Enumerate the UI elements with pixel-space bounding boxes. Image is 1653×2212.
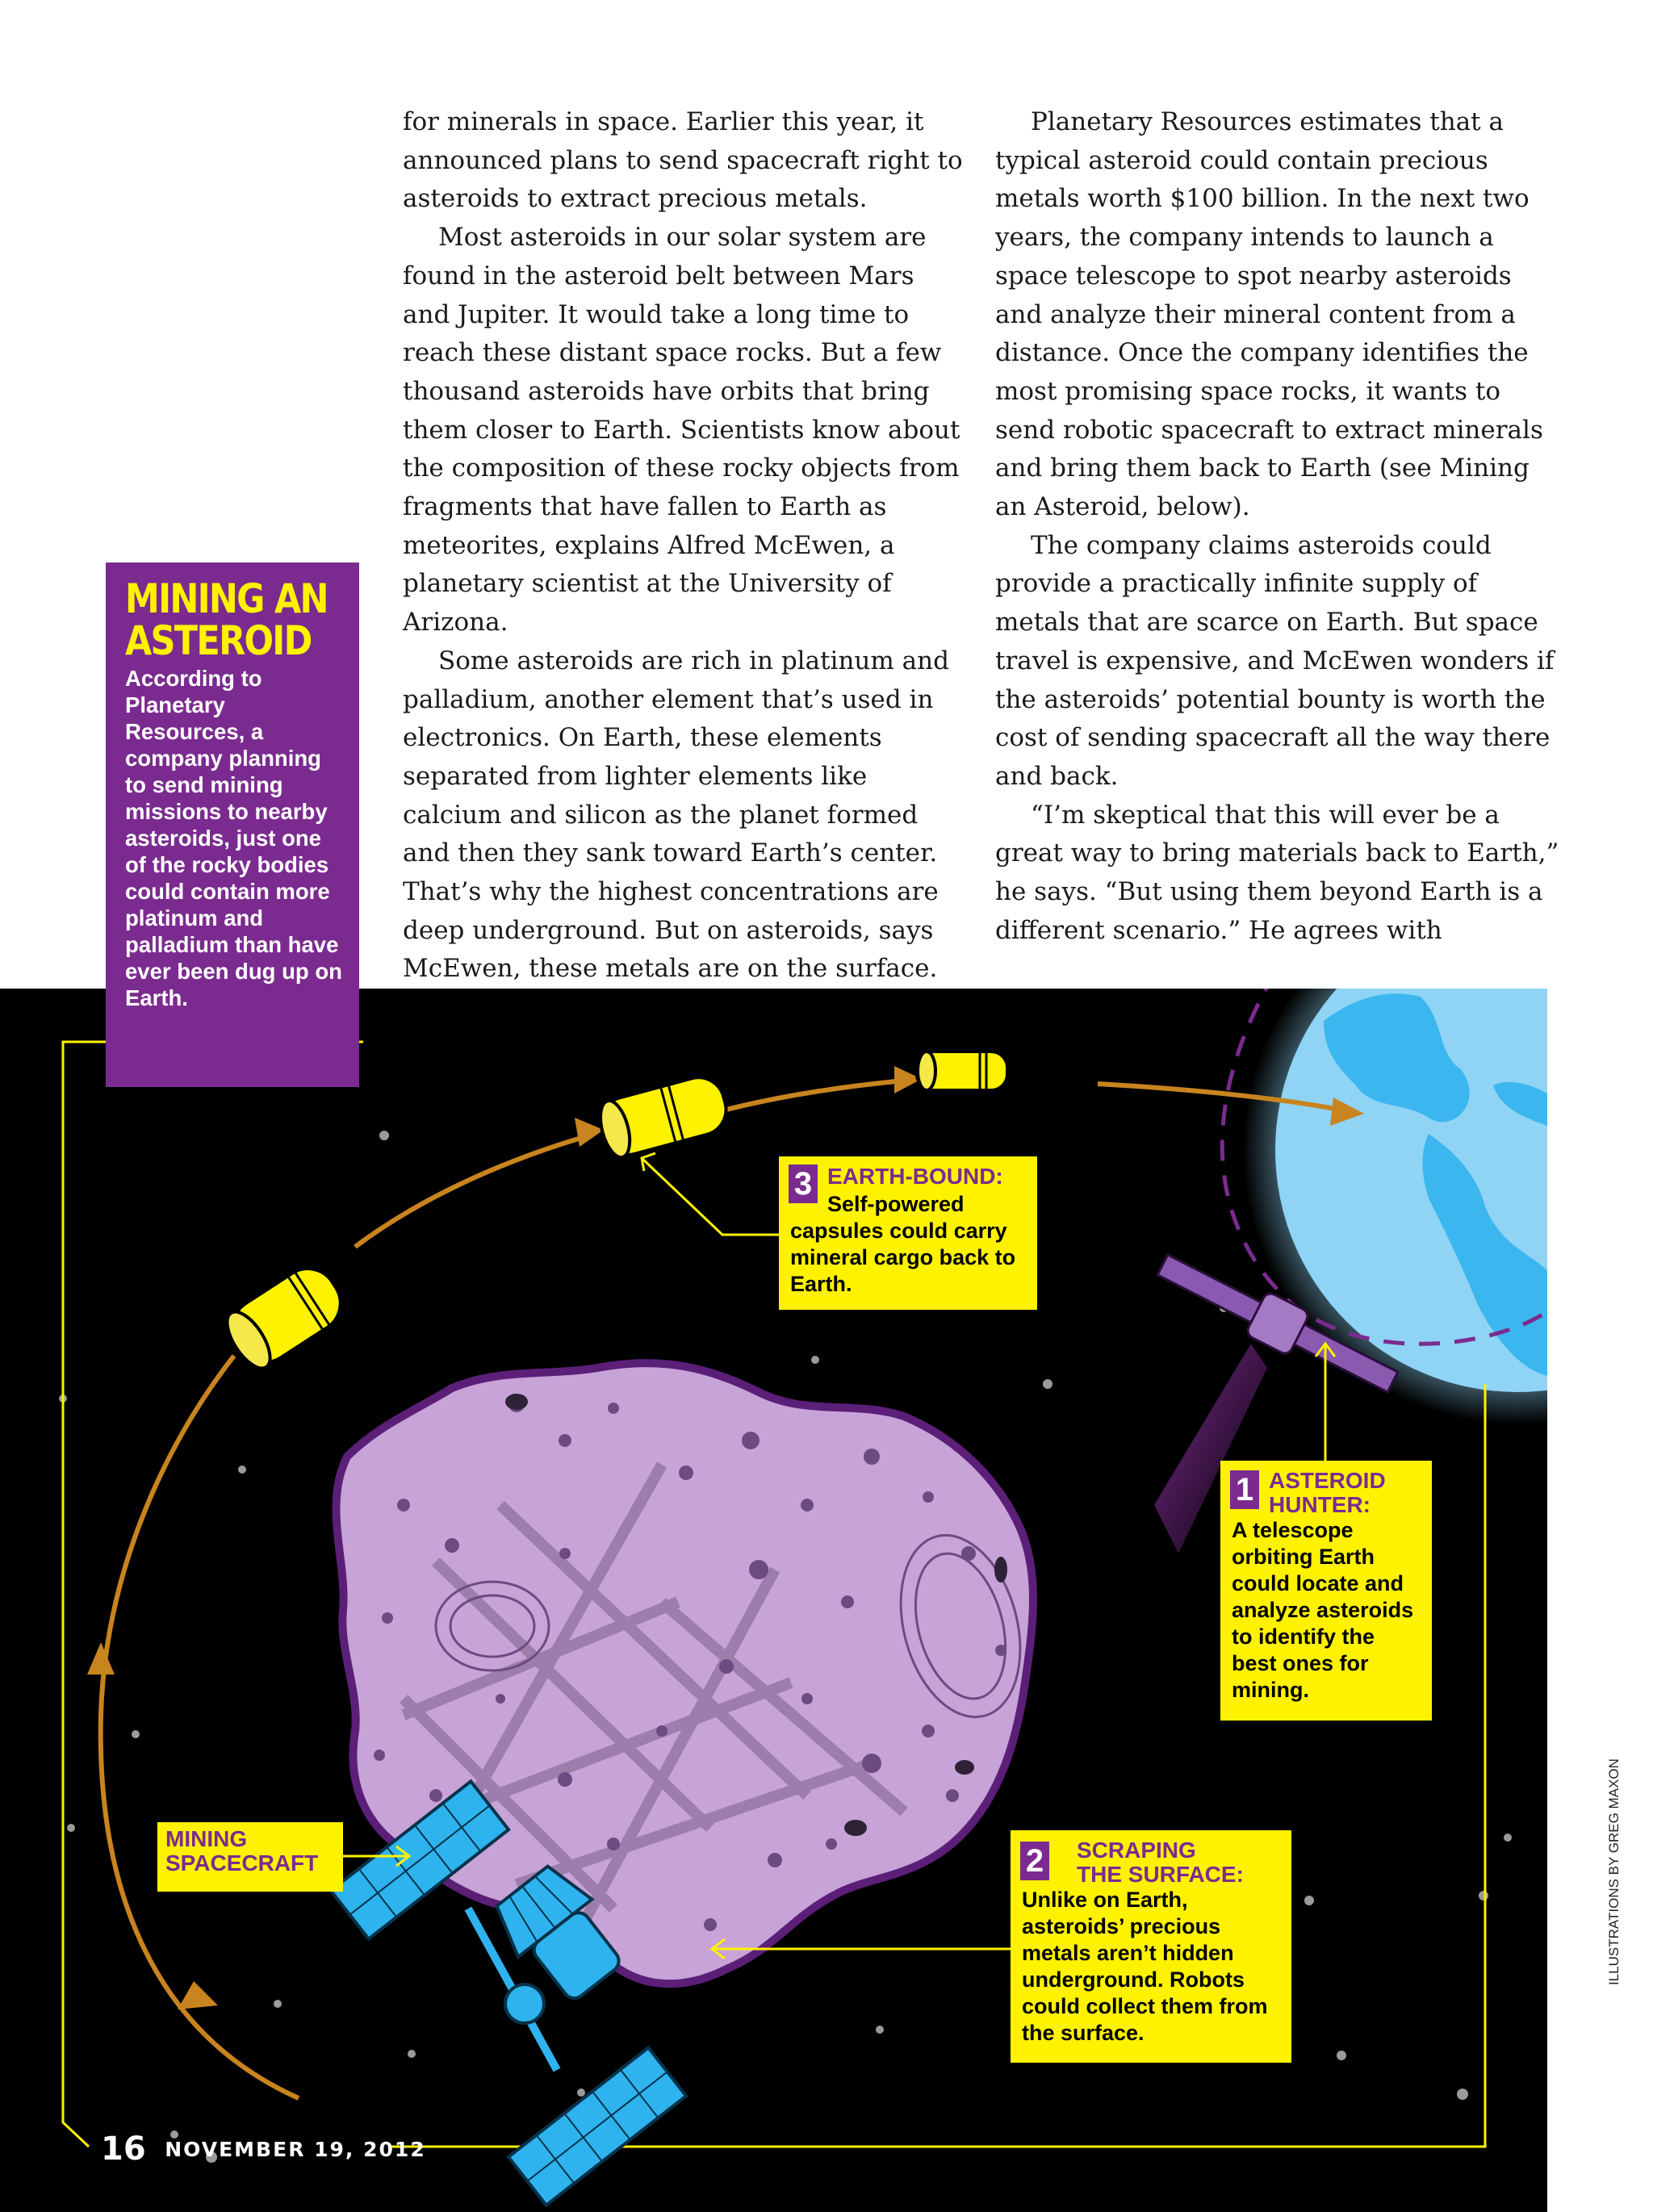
callout-text: Self-powered capsules could carry mineral cargo back to Earth. [790, 1192, 1016, 1296]
callout-scraping-surface [1011, 1830, 1291, 2063]
callout-heading-line2: HUNTER: [1269, 1492, 1371, 1517]
earth-illustration [1222, 989, 1547, 1424]
callout-earth-bound [779, 1156, 1037, 1310]
callout-text: A telescope orbiting Earth could locate and analyze asteroids to identify the best ones for mining. [1232, 1518, 1414, 1702]
callout-heading: EARTH-BOUND: [827, 1164, 1003, 1189]
asteroid-illustration [336, 1363, 1039, 1984]
issue-date: NOVEMBER 19, 2012 [165, 2137, 426, 2161]
paragraph: The company claims asteroids could provide a practically infinite supply of metals that are scarce on Earth. But space travel is expensive, and McEwen wonders if the asteroids’ potential bounty is worth the cost of sending spacecraft all the way there and back. [995, 530, 1555, 791]
callout-number: 2 [1020, 1842, 1049, 1880]
illustration-credit: ILLUSTRATIONS BY GREG MAXON [1606, 1758, 1622, 1985]
callout-heading-line1: ASTEROID [1269, 1468, 1386, 1493]
callout-asteroid-hunter [1220, 1461, 1432, 1721]
paragraph: Most asteroids in our solar system are found in the asteroid belt between Mars and Jupiter. It would take a long time to reach these distant space rocks. But a few thousand asteroids have orbits that bring them closer to Earth. Scientists know about the composition of these rocky objects from fragments that have fallen to Earth as meteorites, explains Alfred McEwen, a planetary scientist at the University of Arizona. [403, 223, 960, 638]
callout-number: 3 [789, 1165, 818, 1203]
capsule-icon [595, 1072, 731, 1160]
paragraph: Planetary Resources estimates that a typical asteroid could contain precious metals worth $100 billion. In the next two years, the company intends to launch a space telescope to spot nearby asteroids and analyze their mineral content from a distance. Once the company identifies the most promising space rocks, it wants to send robotic spacecraft to extract minerals and bring them back to Earth (see Mining an Asteroid, below). [995, 107, 1543, 522]
article-right-column [995, 103, 1560, 950]
page-footer [101, 2130, 426, 2168]
page-number: 16 [101, 2130, 146, 2168]
capsule-icon [219, 1257, 351, 1375]
paragraph: “I’m skeptical that this will ever be a great way to bring materials back to Earth,” he says. “But using them beyond Earth is a different scenario.” He agrees with [995, 800, 1559, 945]
sidebar-title-line2: ASTEROID [125, 617, 312, 664]
label-line1: MINING [165, 1826, 248, 1851]
article-left-column [403, 103, 968, 989]
callout-heading-line1: SCRAPING [1077, 1838, 1196, 1863]
sidebar-body: According to Planetary Resources, a company planning to send mining missions to nearby asteroids, just one of the rocky bodies could contain more platinum and palladium than have ever been dug up on Earth. [125, 666, 342, 1010]
callout-heading-line2: THE SURFACE: [1077, 1862, 1244, 1887]
label-line2: SPACECRAFT [165, 1850, 319, 1875]
label-mining-spacecraft [157, 1822, 343, 1892]
sidebar-title-line1: MINING AN [125, 575, 328, 622]
paragraph: Some asteroids are rich in platinum and palladium, another element that’s used in electronics. On Earth, these elements separated from lighter elements like calcium and silicon as the planet formed and then they sank toward Earth’s center. That’s why the highest concentrations are deep underground. But on asteroids, says McEwen, these metals are on the surface. [403, 646, 949, 984]
callout-text: Unlike on Earth, asteroids’ precious metals aren’t hidden underground. Robots could collect them from the surface. [1022, 1888, 1268, 2045]
sidebar-box [106, 562, 359, 1087]
paragraph: for minerals in space. Earlier this year, it announced plans to send spacecraft right to asteroids to extract precious metals. [403, 107, 963, 214]
capsule-icon [917, 1052, 1007, 1090]
callout-number: 1 [1230, 1470, 1259, 1509]
